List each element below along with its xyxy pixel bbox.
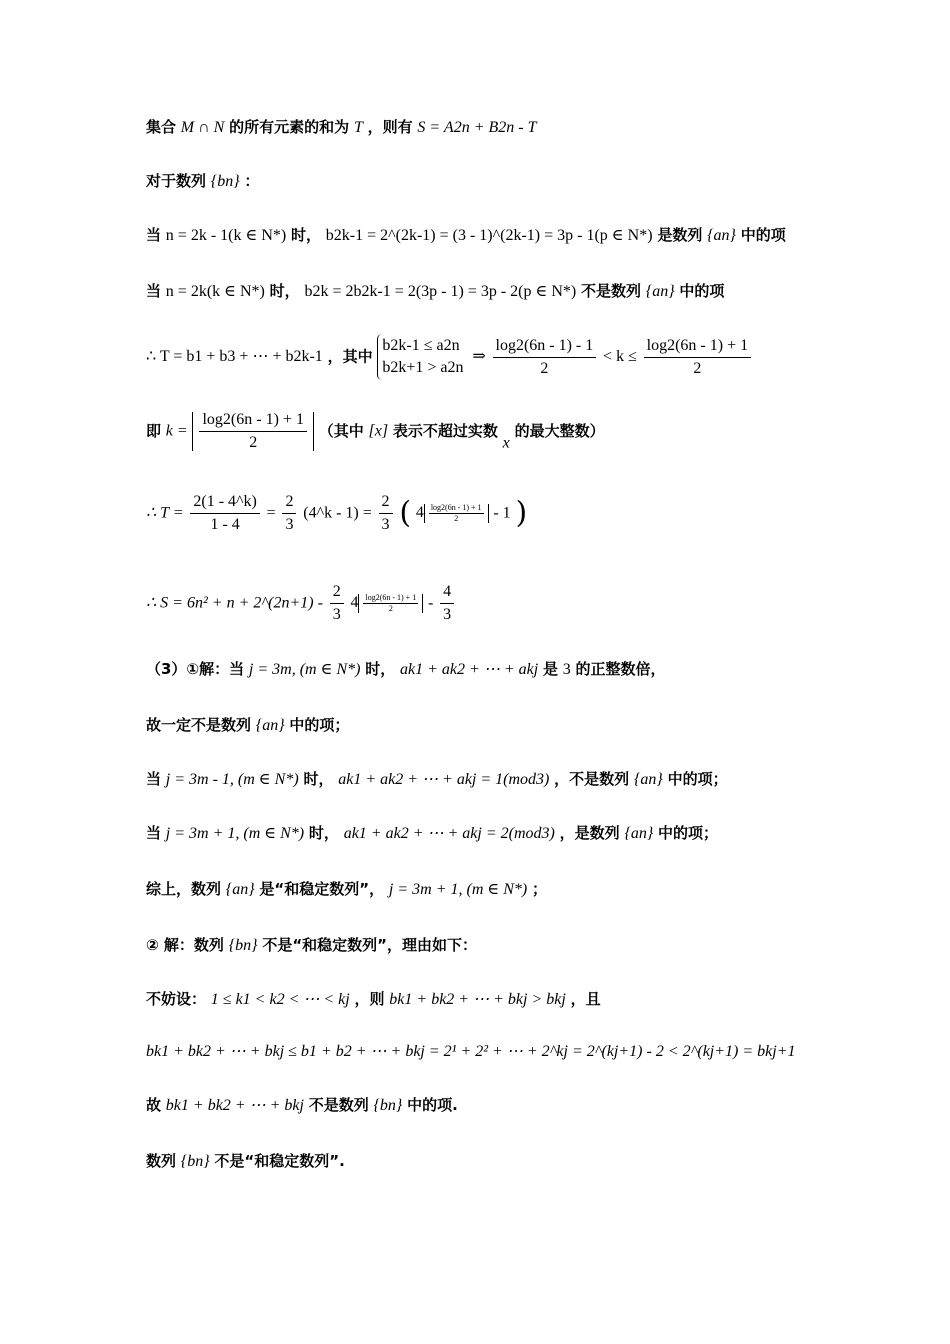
text: 中的项: [679, 282, 725, 300]
text: ，不是数列: [554, 770, 630, 788]
line-4: [146, 284, 724, 300]
power-four: 4 $\frac{\log 2(6n - 1) + 1}{2}$: [416, 504, 489, 521]
equals: =: [266, 504, 276, 522]
math-seq-bn: {bn}: [373, 1097, 403, 1114]
text: 故: [146, 1096, 162, 1114]
denominator: 2: [249, 434, 258, 451]
floor-bracket: [192, 412, 313, 451]
text: ，则: [354, 990, 385, 1008]
denominator: 3: [285, 516, 294, 533]
text: ，且: [570, 990, 601, 1008]
math-condition: n = 2k - 1(k ∈ N*): [165, 227, 287, 244]
line-6: [146, 412, 605, 452]
fraction: [440, 584, 454, 623]
math-set-intersection: M ∩ N: [180, 119, 225, 136]
text: 当: [146, 770, 162, 788]
math-sum: ak1 + ak2 + ⋯ + akj: [400, 661, 539, 678]
fraction-upper: [644, 338, 751, 377]
text: 不是“和稳定数列”，理由如下：: [262, 936, 478, 954]
numerator: log2(6n - 1) + 1: [430, 503, 482, 512]
text: 不是数列: [308, 1096, 369, 1114]
math-sum: bk1 + bk2 + ⋯ + bkj: [165, 1097, 304, 1114]
math-expression: - 1: [493, 504, 511, 522]
fraction: [282, 494, 296, 533]
line-10: [146, 718, 349, 734]
line-5: [146, 334, 753, 380]
math-formula-S: S = A2n + B2n - T: [417, 119, 537, 136]
text: 的正整数倍，: [575, 660, 666, 678]
math-condition: j = 3m - 1, (m ∈ N*): [165, 771, 299, 788]
text: 时，: [365, 660, 396, 678]
part-label: ② 解：数列: [146, 936, 224, 954]
math-seq-an: {an}: [255, 717, 285, 734]
math-condition: j = 3m + 1, (m ∈ N*): [388, 881, 528, 898]
text: 是“和稳定数列”，: [259, 880, 385, 898]
paren-close: ): [515, 495, 528, 531]
math-chain: bk1 + bk2 + ⋯ + bkj ≤ b1 + b2 + ⋯ + bkj = 2¹ + 2² + ⋯ + 2^kj = 2^(kj+1) - 2 < 2^(kj+1) = bkj+1: [146, 1043, 796, 1060]
fraction: [199, 412, 306, 451]
text: 对于数列: [146, 172, 207, 190]
text: ，是数列: [559, 824, 620, 842]
line-16: [146, 1044, 796, 1060]
line-11: [146, 772, 728, 788]
math-condition: j = 3m + 1, (m ∈ N*): [165, 825, 305, 842]
line-9: [146, 662, 666, 678]
text: 集合: [146, 118, 177, 136]
math-T-eq: ∴ T =: [146, 504, 184, 522]
fraction: [330, 584, 344, 623]
text: （其中: [318, 422, 364, 440]
math-derivation: b2k = 2b2k-1 = 2(3p - 1) = 3p - 2(p ∈ N*): [304, 283, 577, 300]
text: 不妨设：: [146, 990, 207, 1008]
denominator: 2: [540, 359, 549, 377]
paren-open: (: [399, 495, 412, 531]
line-7: [146, 494, 527, 533]
text: 中的项: [740, 226, 786, 244]
math-system: [377, 334, 467, 380]
text: 中的项.: [407, 1096, 458, 1114]
text: 即: [146, 422, 162, 440]
denominator: 3: [381, 516, 390, 533]
math-seq-bn: {bn}: [210, 173, 240, 190]
math-three: 3: [562, 661, 571, 678]
text: 时，: [303, 770, 334, 788]
text: 综上，数列: [146, 880, 222, 898]
math-seq-bn: {bn}: [228, 937, 258, 954]
fraction: [190, 494, 260, 533]
math-T: T: [353, 119, 363, 136]
math-congruence: ak1 + ak2 + ⋯ + akj = 2(mod3): [343, 825, 555, 842]
line-12: [146, 826, 718, 842]
math-derivation: b2k-1 = 2^(2k-1) = (3 - 1)^(2k-1) = 3p - 1(p ∈ N*): [325, 227, 653, 244]
math-condition: n = 2k(k ∈ N*): [165, 283, 265, 300]
numerator: 4: [440, 584, 454, 604]
math-seq-an: {an}: [707, 227, 736, 244]
math-inequality: < k ≤: [603, 348, 637, 365]
math-inequality: bk1 + bk2 + ⋯ + bkj > bkj: [389, 991, 566, 1008]
line-13: [146, 882, 547, 898]
text: 不是数列: [581, 282, 642, 300]
text: 时，: [269, 282, 300, 300]
numerator: log2(6n - 1) - 1: [493, 338, 597, 358]
text: ；: [532, 880, 548, 898]
text: 时，: [290, 226, 321, 244]
text: ，则有: [367, 118, 413, 136]
math-condition: j = 3m, (m ∈ N*): [248, 661, 361, 678]
math-seq-bn: {bn}: [180, 1153, 210, 1170]
minus: -: [427, 594, 434, 612]
math-seq-an: {an}: [624, 825, 654, 842]
math-seq-an: {an}: [633, 771, 663, 788]
exponent-fraction: [424, 504, 489, 523]
denominator: 2: [454, 514, 459, 523]
text: 数列: [146, 1152, 177, 1170]
line-14: [146, 938, 477, 954]
denominator: 3: [332, 606, 341, 623]
math-ordering: 1 ≤ k1 < k2 < ⋯ < kj: [210, 991, 350, 1008]
numerator: 2: [330, 584, 344, 604]
line-17: [146, 1098, 458, 1114]
text: 中的项；: [658, 824, 719, 842]
math-expression: (4^k - 1) =: [303, 504, 372, 522]
text: 是数列: [657, 226, 703, 244]
numerator: 2: [379, 494, 393, 514]
line-8: [146, 584, 456, 623]
text: 的最大整数）: [514, 422, 605, 440]
system-row-2: b2k+1 > a2n: [382, 359, 464, 376]
part-label: （3）①解：当: [146, 660, 245, 678]
math-x-bracket: [x]: [368, 422, 389, 440]
line-18: [146, 1154, 345, 1170]
text: 当: [146, 282, 162, 300]
line-1: [146, 120, 537, 136]
math-S-eq: ∴ S = 6n² + n + 2^(2n+1) -: [146, 594, 323, 612]
text: 故一定不是数列: [146, 716, 252, 734]
text: 的所有元素的和为: [229, 118, 350, 136]
line-3: [146, 228, 786, 244]
implies-symbol: ⇒: [472, 348, 486, 365]
text: 不是“和稳定数列”.: [214, 1152, 345, 1170]
text: 是: [542, 660, 558, 678]
math-seq-an: {an}: [225, 881, 255, 898]
fraction: [379, 494, 393, 533]
text: 时，: [308, 824, 339, 842]
numerator: log2(6n - 1) + 1: [644, 338, 751, 358]
text: 中的项；: [667, 770, 728, 788]
text: 表示不超过实数: [392, 422, 498, 440]
denominator: 2: [693, 359, 702, 377]
numerator: log2(6n - 1) + 1: [199, 412, 306, 432]
fraction-lower: [493, 338, 597, 377]
denominator: 3: [443, 606, 452, 623]
power-four: 4 $\frac{\log 2(6n - 1) + 1}{2}$: [350, 594, 423, 611]
text: 当: [146, 824, 162, 842]
numerator: log2(6n - 1) + 1: [365, 593, 417, 602]
math-congruence: ak1 + ak2 + ⋯ + akj = 1(mod3): [338, 771, 550, 788]
text: 当: [146, 226, 162, 244]
text: ：: [244, 172, 260, 190]
math-seq-an: {an}: [645, 283, 675, 300]
exponent-fraction: [358, 594, 423, 613]
numerator: 2: [282, 494, 296, 514]
line-15: [146, 992, 601, 1008]
math-k-eq: k =: [165, 422, 188, 440]
denominator: 1 - 4: [210, 516, 240, 533]
numerator: 2(1 - 4^k): [190, 494, 260, 514]
text: ，其中: [327, 347, 373, 366]
math-sum-T: ∴ T = b1 + b3 + ⋯ + b2k-1: [146, 348, 323, 365]
text: 中的项；: [289, 716, 350, 734]
system-row-1: b2k-1 ≤ a2n: [382, 337, 460, 354]
denominator: 2: [388, 604, 393, 613]
math-x: x: [502, 434, 510, 452]
line-2: [146, 174, 259, 190]
